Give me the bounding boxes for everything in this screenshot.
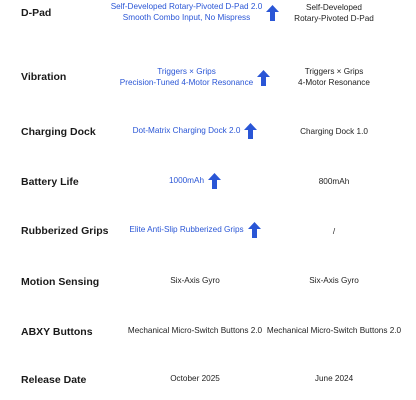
previous-model-cell (252, 127, 416, 138)
spec-row-release-date (0, 372, 416, 388)
previous-model-cell (252, 374, 416, 385)
previous-model-value: Triggers × Grips (304, 67, 364, 76)
previous-model-cell (252, 177, 416, 188)
previous-model-value: / (332, 227, 336, 236)
previous-model-value: 800mAh (318, 177, 350, 186)
row-label: Battery Life (21, 176, 79, 188)
new-model-value: Triggers × Grips (157, 67, 216, 76)
previous-model-value: Six-Axis Gyro (309, 276, 359, 285)
new-model-value: Elite Anti-Slip Rubberized Grips (129, 224, 244, 234)
row-label: Charging Dock (21, 126, 96, 138)
previous-model-value: Rotary-Pivoted D-Pad (294, 13, 374, 23)
spec-row-d-pad (0, 0, 416, 30)
previous-model-cell (252, 67, 416, 88)
spec-row-rubberized-grips (0, 219, 416, 243)
new-model-value: Dot-Matrix Charging Dock 2.0 (132, 125, 241, 135)
row-label: Vibration (21, 71, 67, 83)
new-model-value: Mechanical Micro-Switch Buttons 2.0 (127, 326, 263, 335)
previous-model-cell (252, 3, 416, 24)
upgrade-arrow-icon (208, 173, 221, 189)
previous-model-value: Self-Developed (306, 3, 362, 12)
previous-model-value: June 2024 (314, 374, 354, 383)
new-model-value: Self-Developed Rotary-Pivoted D-Pad 2.0 (110, 2, 263, 11)
spec-row-vibration (0, 62, 416, 92)
row-label: D-Pad (21, 7, 52, 19)
new-model-value: Smooth Combo Input, No Mispress (122, 12, 251, 22)
previous-model-value: Charging Dock 1.0 (300, 127, 368, 136)
spec-row-charging-dock (0, 120, 416, 144)
row-label: Rubberized Grips (21, 225, 109, 237)
previous-model-cell (252, 276, 416, 287)
previous-model-cell (252, 326, 416, 337)
previous-model-cell (252, 227, 416, 238)
spec-row-motion-sensing (0, 274, 416, 290)
row-label: ABXY Buttons (21, 326, 93, 338)
spec-row-battery-life (0, 170, 416, 194)
row-label: Motion Sensing (21, 276, 100, 288)
new-model-value: Precision-Tuned 4-Motor Resonance (119, 77, 254, 87)
spec-row-abxy-buttons (0, 324, 416, 340)
row-label: Release Date (21, 374, 87, 386)
previous-model-value: Mechanical Micro-Switch Buttons 2.0 (266, 326, 402, 335)
previous-model-value: 4-Motor Resonance (298, 77, 370, 87)
new-model-value: 1000mAh (168, 175, 205, 185)
new-model-value: October 2025 (170, 374, 220, 383)
new-model-value: Six-Axis Gyro (170, 276, 220, 285)
